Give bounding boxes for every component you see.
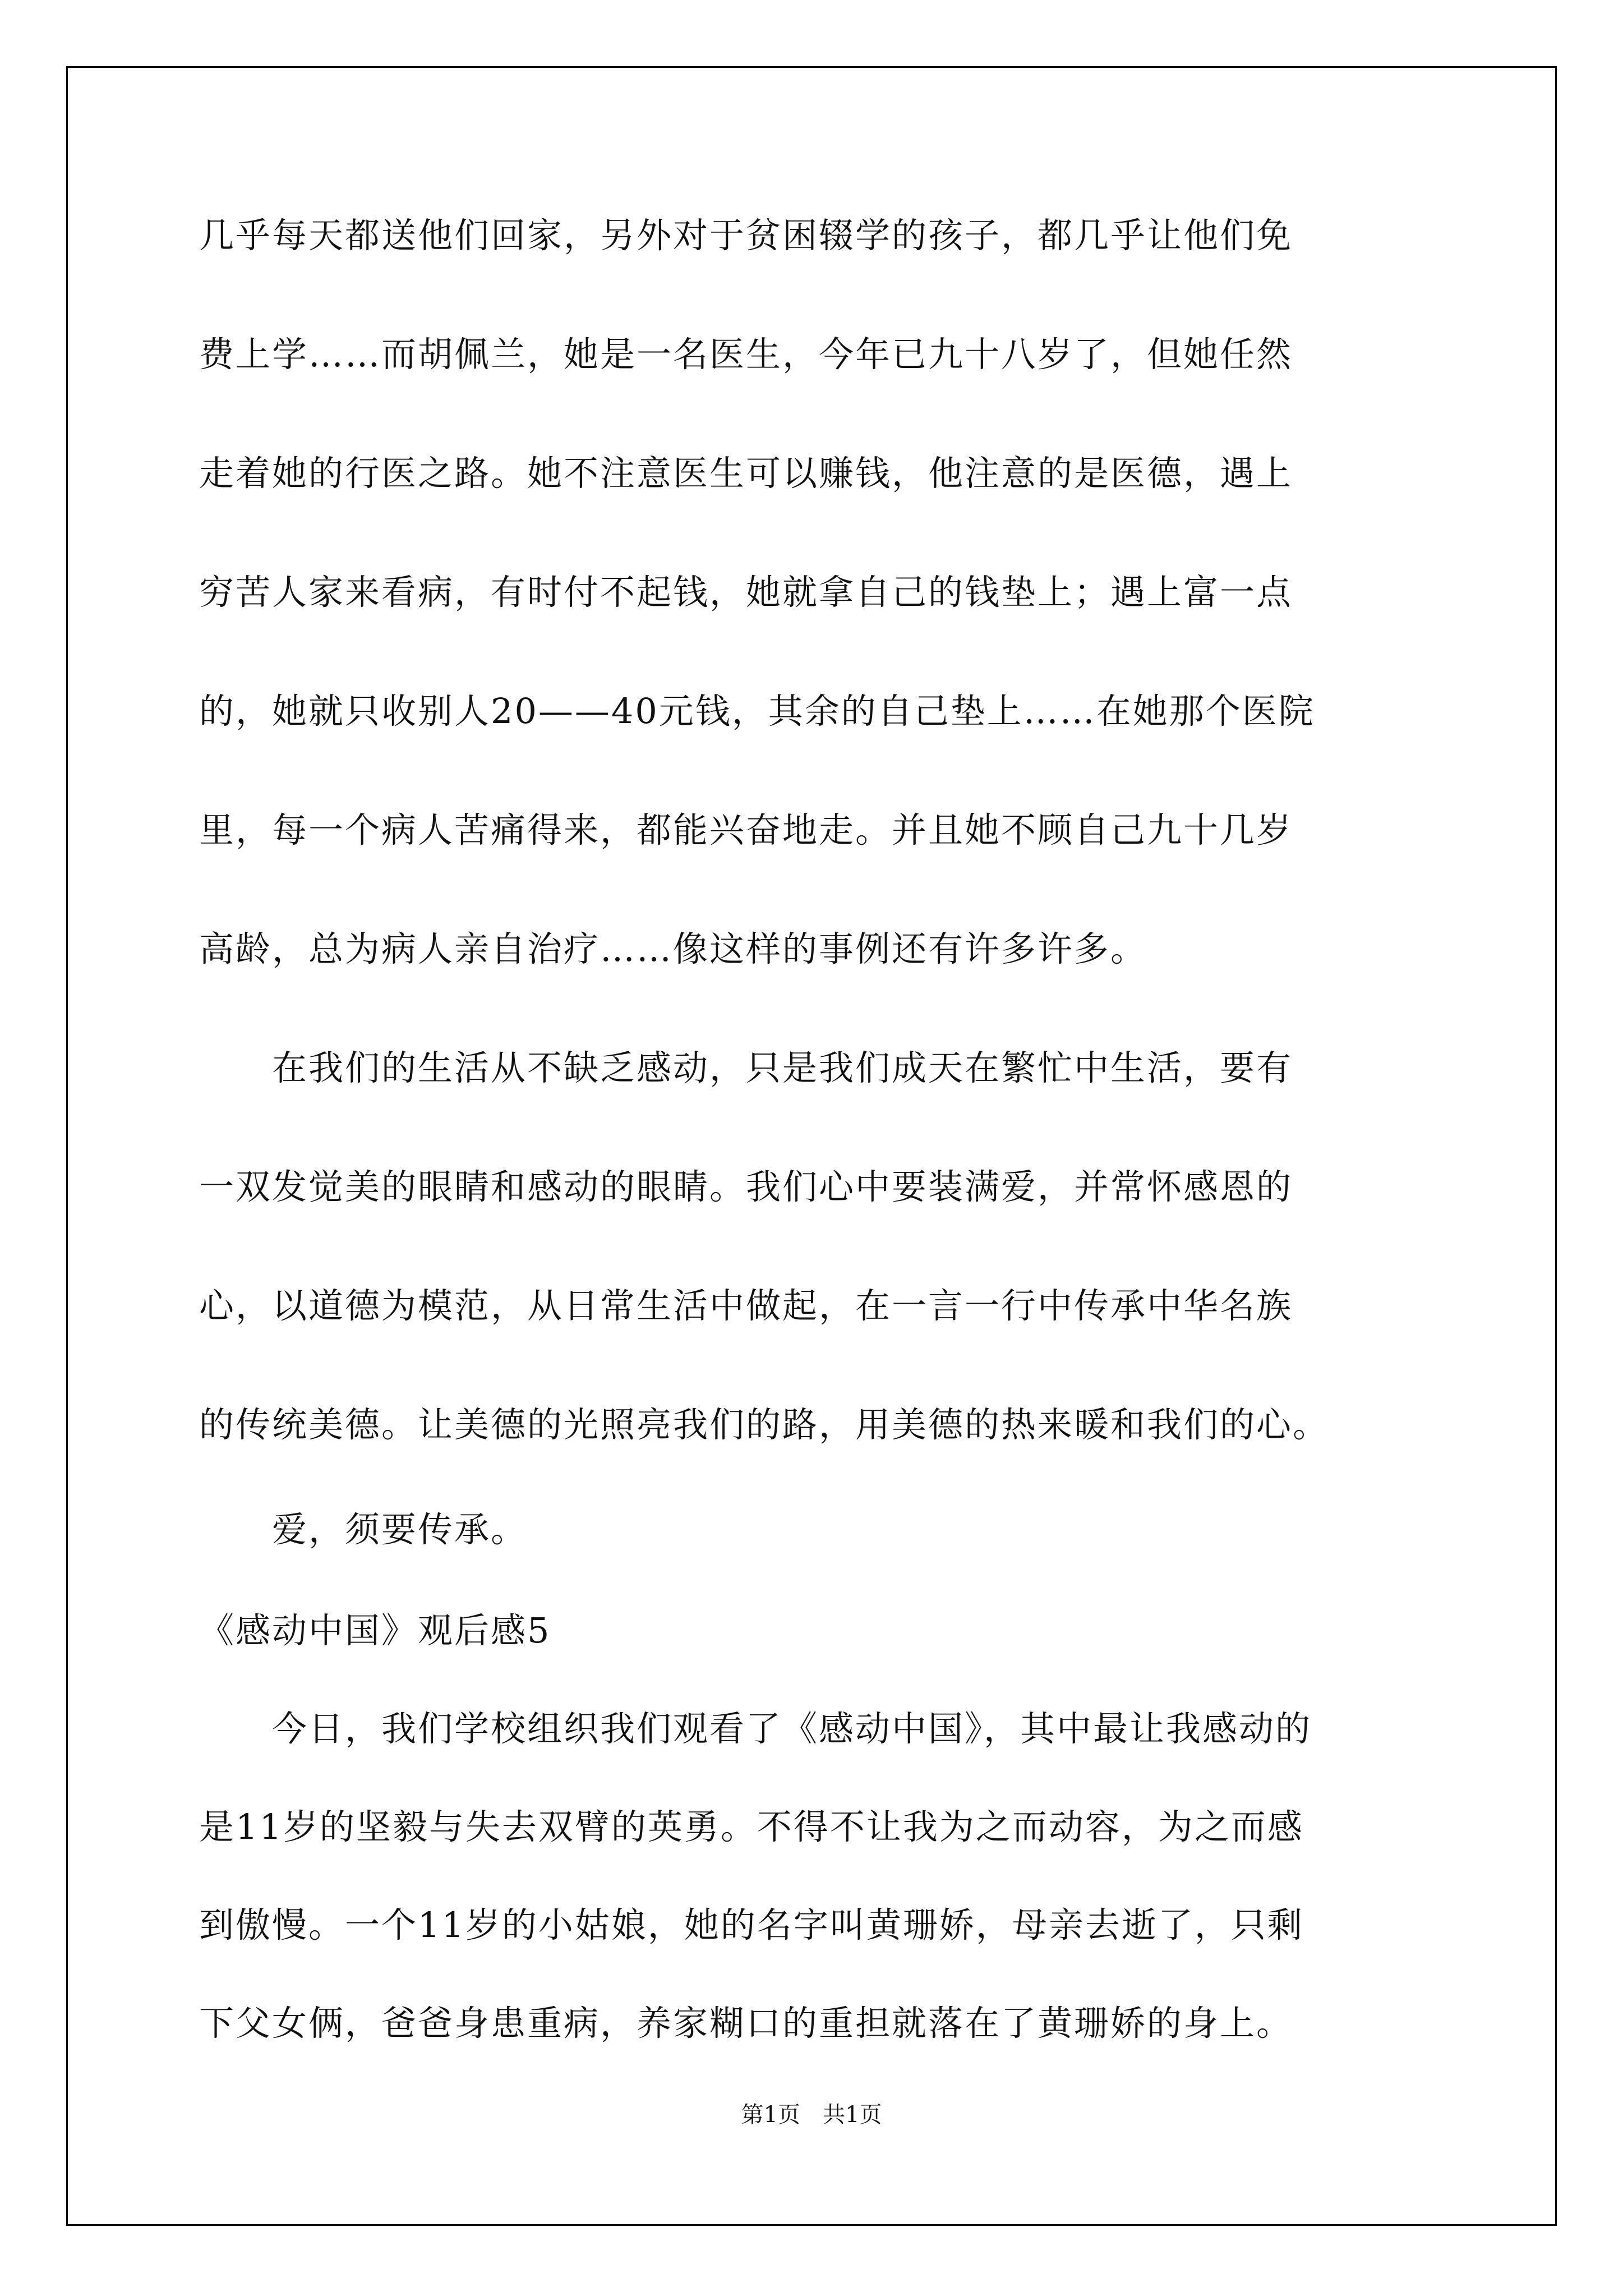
paragraph-first-line: 在我们的生活从不缺乏感动，只是我们成天在繁忙中生活，要有	[272, 1047, 1293, 1088]
body-line: 高龄，总为病人亲自治疗……像这样的事例还有许多许多。	[199, 928, 1147, 969]
paragraph-first-line: 今日，我们学校组织我们观看了《感动中国》，其中最让我感动的	[272, 1708, 1312, 1749]
body-line: 里，每一个病人苦痛得来，都能兴奋地走。并且她不顾自己九十几岁	[199, 809, 1293, 850]
body-line: 心，以道德为模范，从日常生活中做起，在一言一行中传承中华名族	[199, 1285, 1293, 1326]
body-line: 费上学……而胡佩兰，她是一名医生，今年已九十八岁了，但她任然	[199, 334, 1293, 375]
page-footer: 第1页 共1页	[741, 2102, 882, 2128]
body-line: 是11岁的坚毅与失去双臂的英勇。不得不让我为之而动容，为之而感	[199, 1806, 1304, 1847]
body-line: 下父女俩，爸爸身患重病，养家糊口的重担就落在了黄珊娇的身上。	[199, 2003, 1293, 2044]
body-line: 到傲慢。一个11岁的小姑娘，她的名字叫黄珊娇，母亲去逝了，只剩	[199, 1904, 1304, 1945]
body-line: 走着她的行医之路。她不注意医生可以赚钱，他注意的是医德，遇上	[199, 453, 1293, 494]
body-line: 的传统美德。让美德的光照亮我们的路，用美德的热来暖和我们的心。	[199, 1404, 1330, 1445]
paragraph-first-line: 爱，须要传承。	[272, 1509, 528, 1550]
body-line: 穷苦人家来看病，有时付不起钱，她就拿自己的钱垫上；遇上富一点	[199, 572, 1293, 613]
page-border	[66, 66, 1557, 2226]
body-line: 的，她就只收别人20——40元钱，其余的自己垫上……在她那个医院	[199, 691, 1315, 731]
section-heading: 《感动中国》观后感5	[199, 1610, 551, 1651]
body-line: 几乎每天都送他们回家，另外对于贫困辍学的孩子，都几乎让他们免	[199, 215, 1293, 256]
body-line: 一双发觉美的眼睛和感动的眼睛。我们心中要装满爱，并常怀感恩的	[199, 1166, 1293, 1207]
